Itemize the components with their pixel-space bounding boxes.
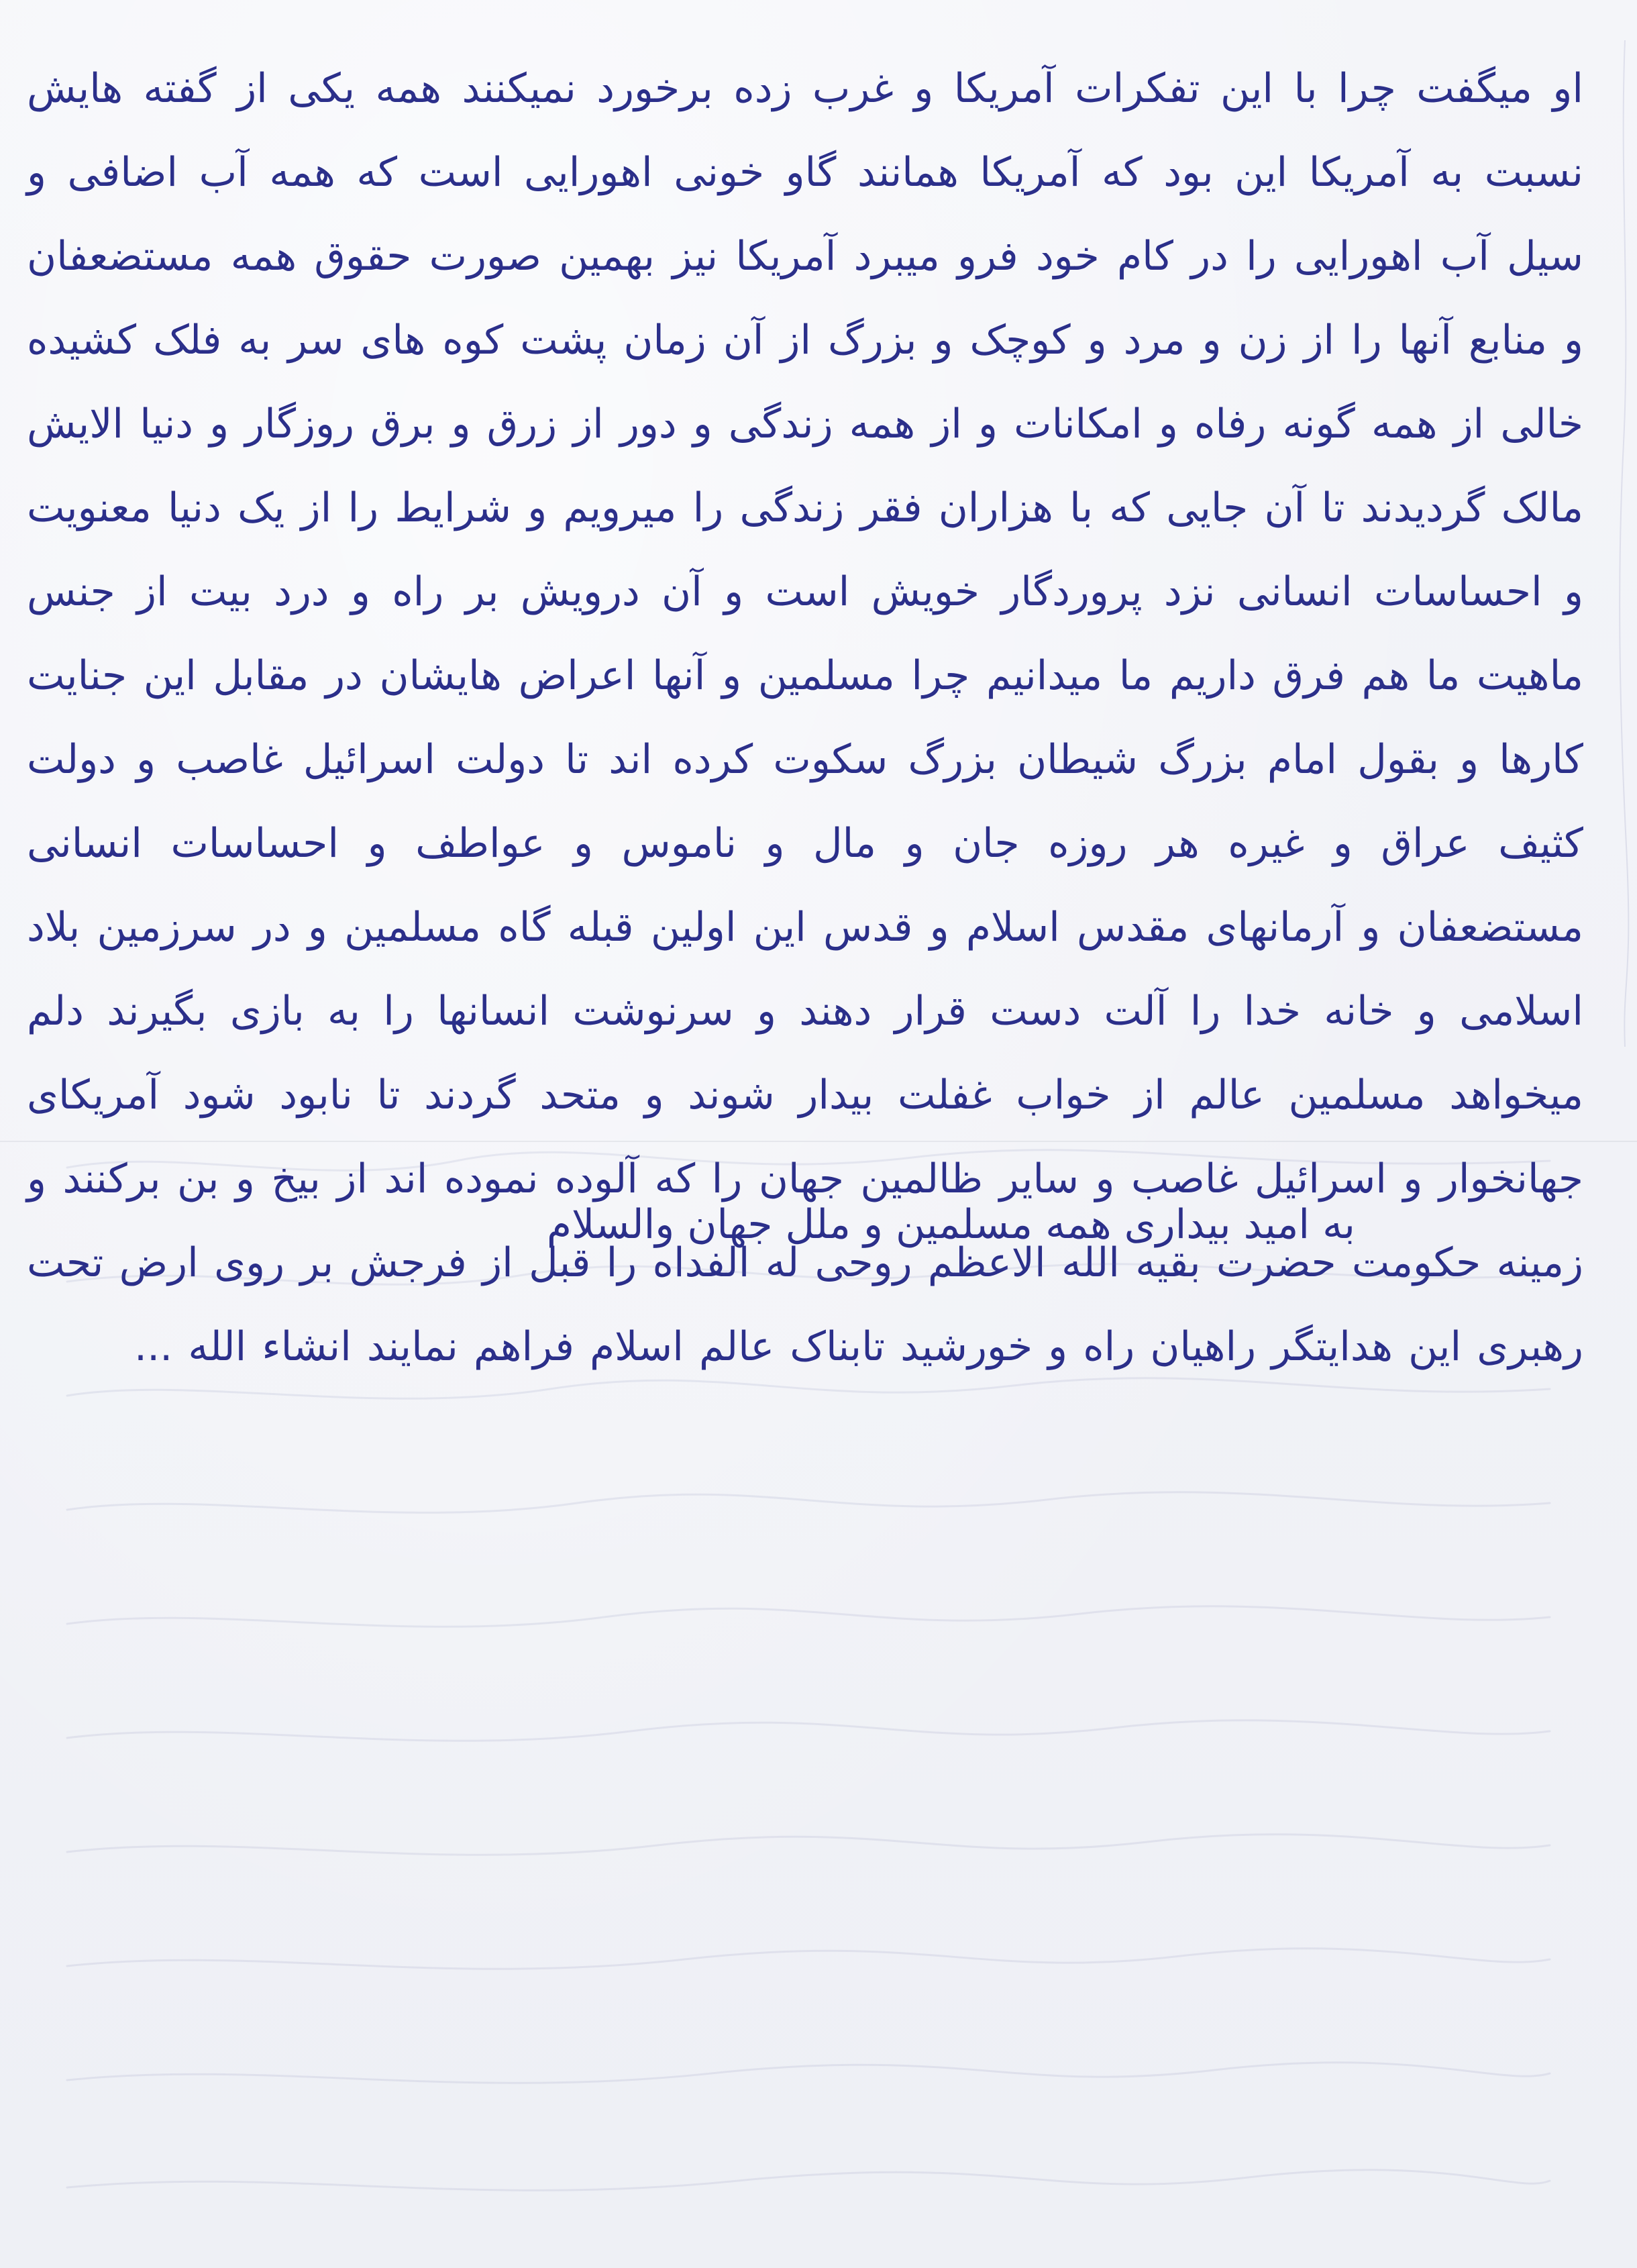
- margin-scribble: [1617, 40, 1633, 1047]
- letter-closing: به امید بیداری همه مسلمین و ملل جهان والسلام: [546, 1201, 1355, 1248]
- letter-body: او میگفت چرا با این تفکرات آمریکا و غرب زده برخورد نمیکنند همه یکی از گفته هایش نسبت به آمریکا این بود که آمریکا همانند گاو خونی اهورایی است که همه آب اضافی و سیل آب اهورایی را در کام خود فرو میبرد آمریکا نیز بهمین صورت حقوق همه مستضعفان و منابع آنها را از زن و مرد و کوچک و بزرگ از آن زمان پشت کوه های سر به فلک کشیده خالی از همه گونه رفاه و امکانات و از همه زندگی و دور از زرق و برق روزگار و دنیا الایش مالک گردیدند تا آن جایی که با هزاران فقر زندگی را میرویم و شرایط را از یک دنیا معنویت و احساسات انسانی نزد پروردگار خویش است و آن درویش بر راه و درد بیت از جنس ماهیت ما هم فرق داریم ما میدانیم چرا مسلمین و آنها اعراض هایشان در مقابل این جنایت کارها و بقول امام بزرگ شیطان بزرگ سکوت کرده اند تا دولت اسرائیل غاصب و دولت کثیف عراق و غیره هر روزه جان و مال و ناموس و عواطف و احساسات انسانی مستضعفان و آرمانهای مقدس اسلام و قدس این اولین قبله گاه مسلمین و در سرزمین بلاد اسلامی و خانه خدا را آلت دست قرار دهند و سرنوشت انسانها را به بازی بگیرند دلم میخواهد مسلمین عالم از خواب غفلت بیدار شوند و متحد گردند تا نابود شود آمریکای جهانخوار و اسرائیل غاصب و سایر ظالمین جهان را که آلوده نموده اند از بیخ و بن برکنند و زمینه حکومت حضرت بقیه الله الاعظم روحی له الفداه را قبل از فرجش بر روی ارض تحت رهبری این هدایتگر راهیان راه و خورشید تابناک عالم اسلام فراهم نمایند انشاء الله ...: [27, 65, 1583, 1370]
